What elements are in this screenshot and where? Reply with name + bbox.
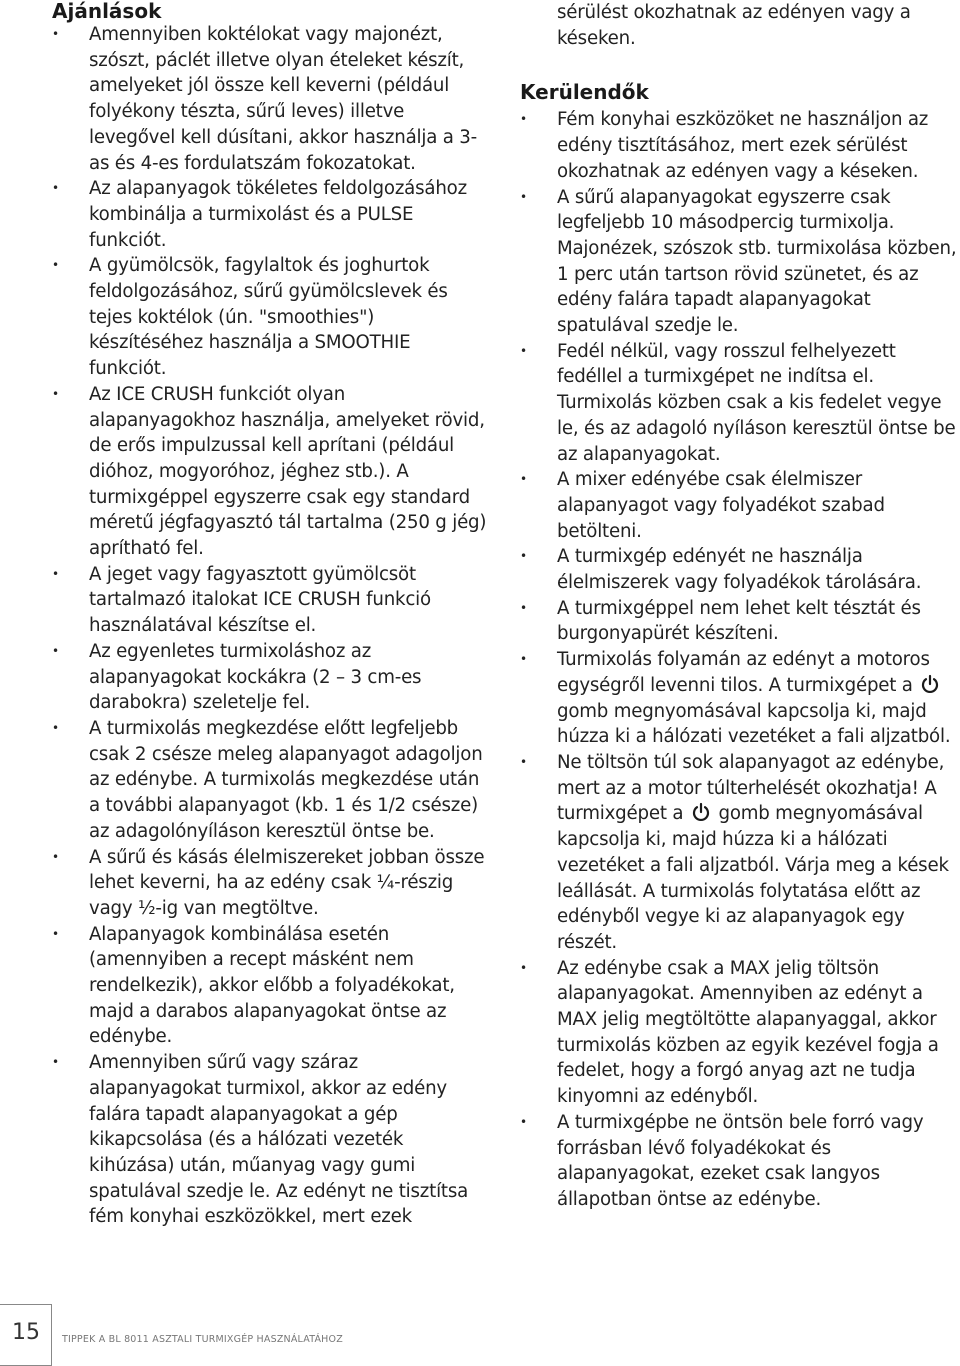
list-item: • A turmixolás megkezdése előtt legfeljebb csak 2 csésze meleg alapanyagot adagoljon az edénybe. A turmixolás megkezdése után a további alapanyagot (kb. 1 és 1/2 csésze) az adagolónyíláson keresztül öntse be. (52, 716, 492, 845)
list-item (520, 647, 960, 750)
item-text: gomb megnyomásával kapcsolja ki, majd húzza ki a hálózati vezetéket a fali aljzatból. Várja meg a kések leállását. A turmixolás folytatása előtt az edényből vegye ki az alapanyagok egy részét. (557, 803, 949, 953)
list-item: • Fém konyhai eszközöket ne használjon az edény tisztításához, mert ezek sérülést okozhatnak az edényen vagy a késeken. (520, 107, 960, 184)
list-item: • Az ICE CRUSH funkciót olyan alapanyagokhoz használja, amelyeket rövid, de erős impulzussal kell aprítani (például dióhoz, mogyoróhoz, jéghez stb.). A turmixgéppel egyszerre csak egy standard méretű jégfagyasztó tál tartalma (250 g jég) aprítható fel. (52, 382, 492, 562)
list-item (520, 750, 960, 956)
list-item: • Amennyiben koktélokat vagy majonézt, szószt, páclét illetve olyan ételeket készít, amelyeket jól össze kell keverni (például folyékony tészta, sűrű leves) illetve levegővel kell dúsítani, akkor használja a 3-as és 4-es fordulatszám fokozatokat. (52, 22, 492, 176)
list-item: • A sűrű alapanyagokat egyszerre csak legfeljebb 10 másodpercig turmixolja. Majonézek, szószok stb. turmixolása közben, 1 perc után tartson rövid szünetet, és az edény falára tapadt alapanyagokat spatulával szedje le. (520, 185, 960, 339)
list-item: • Az alapanyagok tökéletes feldolgozásához kombinálja a turmixolást és a PULSE funkciót. (52, 176, 492, 253)
list-item: • Fedél nélkül, vagy rosszul felhelyezett fedéllel a turmixgépet ne indítsa el. Turmixolás közben csak a kis fedelet vegye le, és az adagoló nyíláson keresztül öntse be az alapanyagokat. (520, 339, 960, 468)
list-item: • Az edénybe csak a MAX jelig töltsön alapanyagokat. Amennyiben az edényt a MAX jelig megtöltötte alapanyaggal, akkor turmixolás közben az egyik kezével fogja a fedelet, hogy a forgó anyag azt ne tudja kinyomni az edényből. (520, 956, 960, 1110)
recommendations-heading: Ajánlások (52, 0, 162, 23)
power-button-icon (920, 674, 940, 694)
power-button-icon (691, 802, 711, 822)
continued-text: sérülést okozhatnak az edényen vagy a késeken. (557, 2, 911, 49)
list-item: • Az egyenletes turmixoláshoz az alapanyagokat kockákra (2 – 3 cm-es darabokra) szeletelje fel. (52, 639, 492, 716)
list-item: • A turmixgéppel nem lehet kelt tésztát és burgonyapürét készíteni. (520, 596, 960, 647)
list-item: • A turmixgép edényét ne használja élelmiszerek vagy folyadékok tárolására. (520, 544, 960, 595)
avoid-list (520, 107, 960, 1212)
list-item: • Amennyiben sűrű vagy száraz alapanyagokat turmixol, akkor az edény falára tapadt alapanyagokat a gép kikapcsolása (és a hálózati vezeték kihúzása) után, műanyag vagy gumi spatulával szedje le. Az edényt ne tisztítsa fém konyhai eszközökkel, mert ezek (52, 1050, 492, 1230)
list-item: • Alapanyagok kombinálása esetén (amennyiben a recept másként nem rendelkezik), akkor előbb a folyadékokat, majd a darabos alapanyagokat öntse az edénybe. (52, 922, 492, 1051)
avoid-heading: Kerülendők (520, 80, 649, 105)
list-item: • A turmixgépbe ne öntsön bele forró vagy forrásban lévő folyadékokat és alapanyagokat, ezeket csak langyos állapotban öntse az edénybe. (520, 1110, 960, 1213)
list-item: • A jeget vagy fagyasztott gyümölcsöt tartalmazó italokat ICE CRUSH funkció használatával készítse el. (52, 562, 492, 639)
recommendations-list (52, 22, 492, 1230)
item-text: Turmixolás folyamán az edényt a motoros egységről levenni tilos. A turmixgépet a (557, 649, 930, 696)
list-item: • A sűrű és kásás élelmiszereket jobban össze lehet keverni, ha az edény csak ¼-részig vagy ½-ig van megtöltve. (52, 845, 492, 922)
list-item: • A mixer edényébe csak élelmiszer alapanyagot vagy folyadékot szabad betölteni. (520, 467, 960, 544)
list-item: • A gyümölcsök, fagylaltok és joghurtok feldolgozásához, sűrű gyümölcslevek és tejes koktélok (ún. "smoothies") készítéséhez használja a SMOOTHIE funkciót. (52, 253, 492, 382)
page-number: 15 (12, 1320, 40, 1345)
left-column (52, 0, 492, 1230)
item-text: gomb megnyomásával kapcsolja ki, majd húzza ki a hálózati vezetéket a fali aljzatból. (557, 700, 951, 748)
item-text: Ne töltsön túl sok alapanyagot az edénybe, mert az a motor túlterhelését okozhatja! A turmixgépet a (557, 751, 945, 825)
right-column (520, 0, 960, 1213)
footer-title: TIPPEK A BL 8011 ASZTALI TURMIXGÉP HASZNÁLATÁHOZ (62, 1334, 343, 1345)
